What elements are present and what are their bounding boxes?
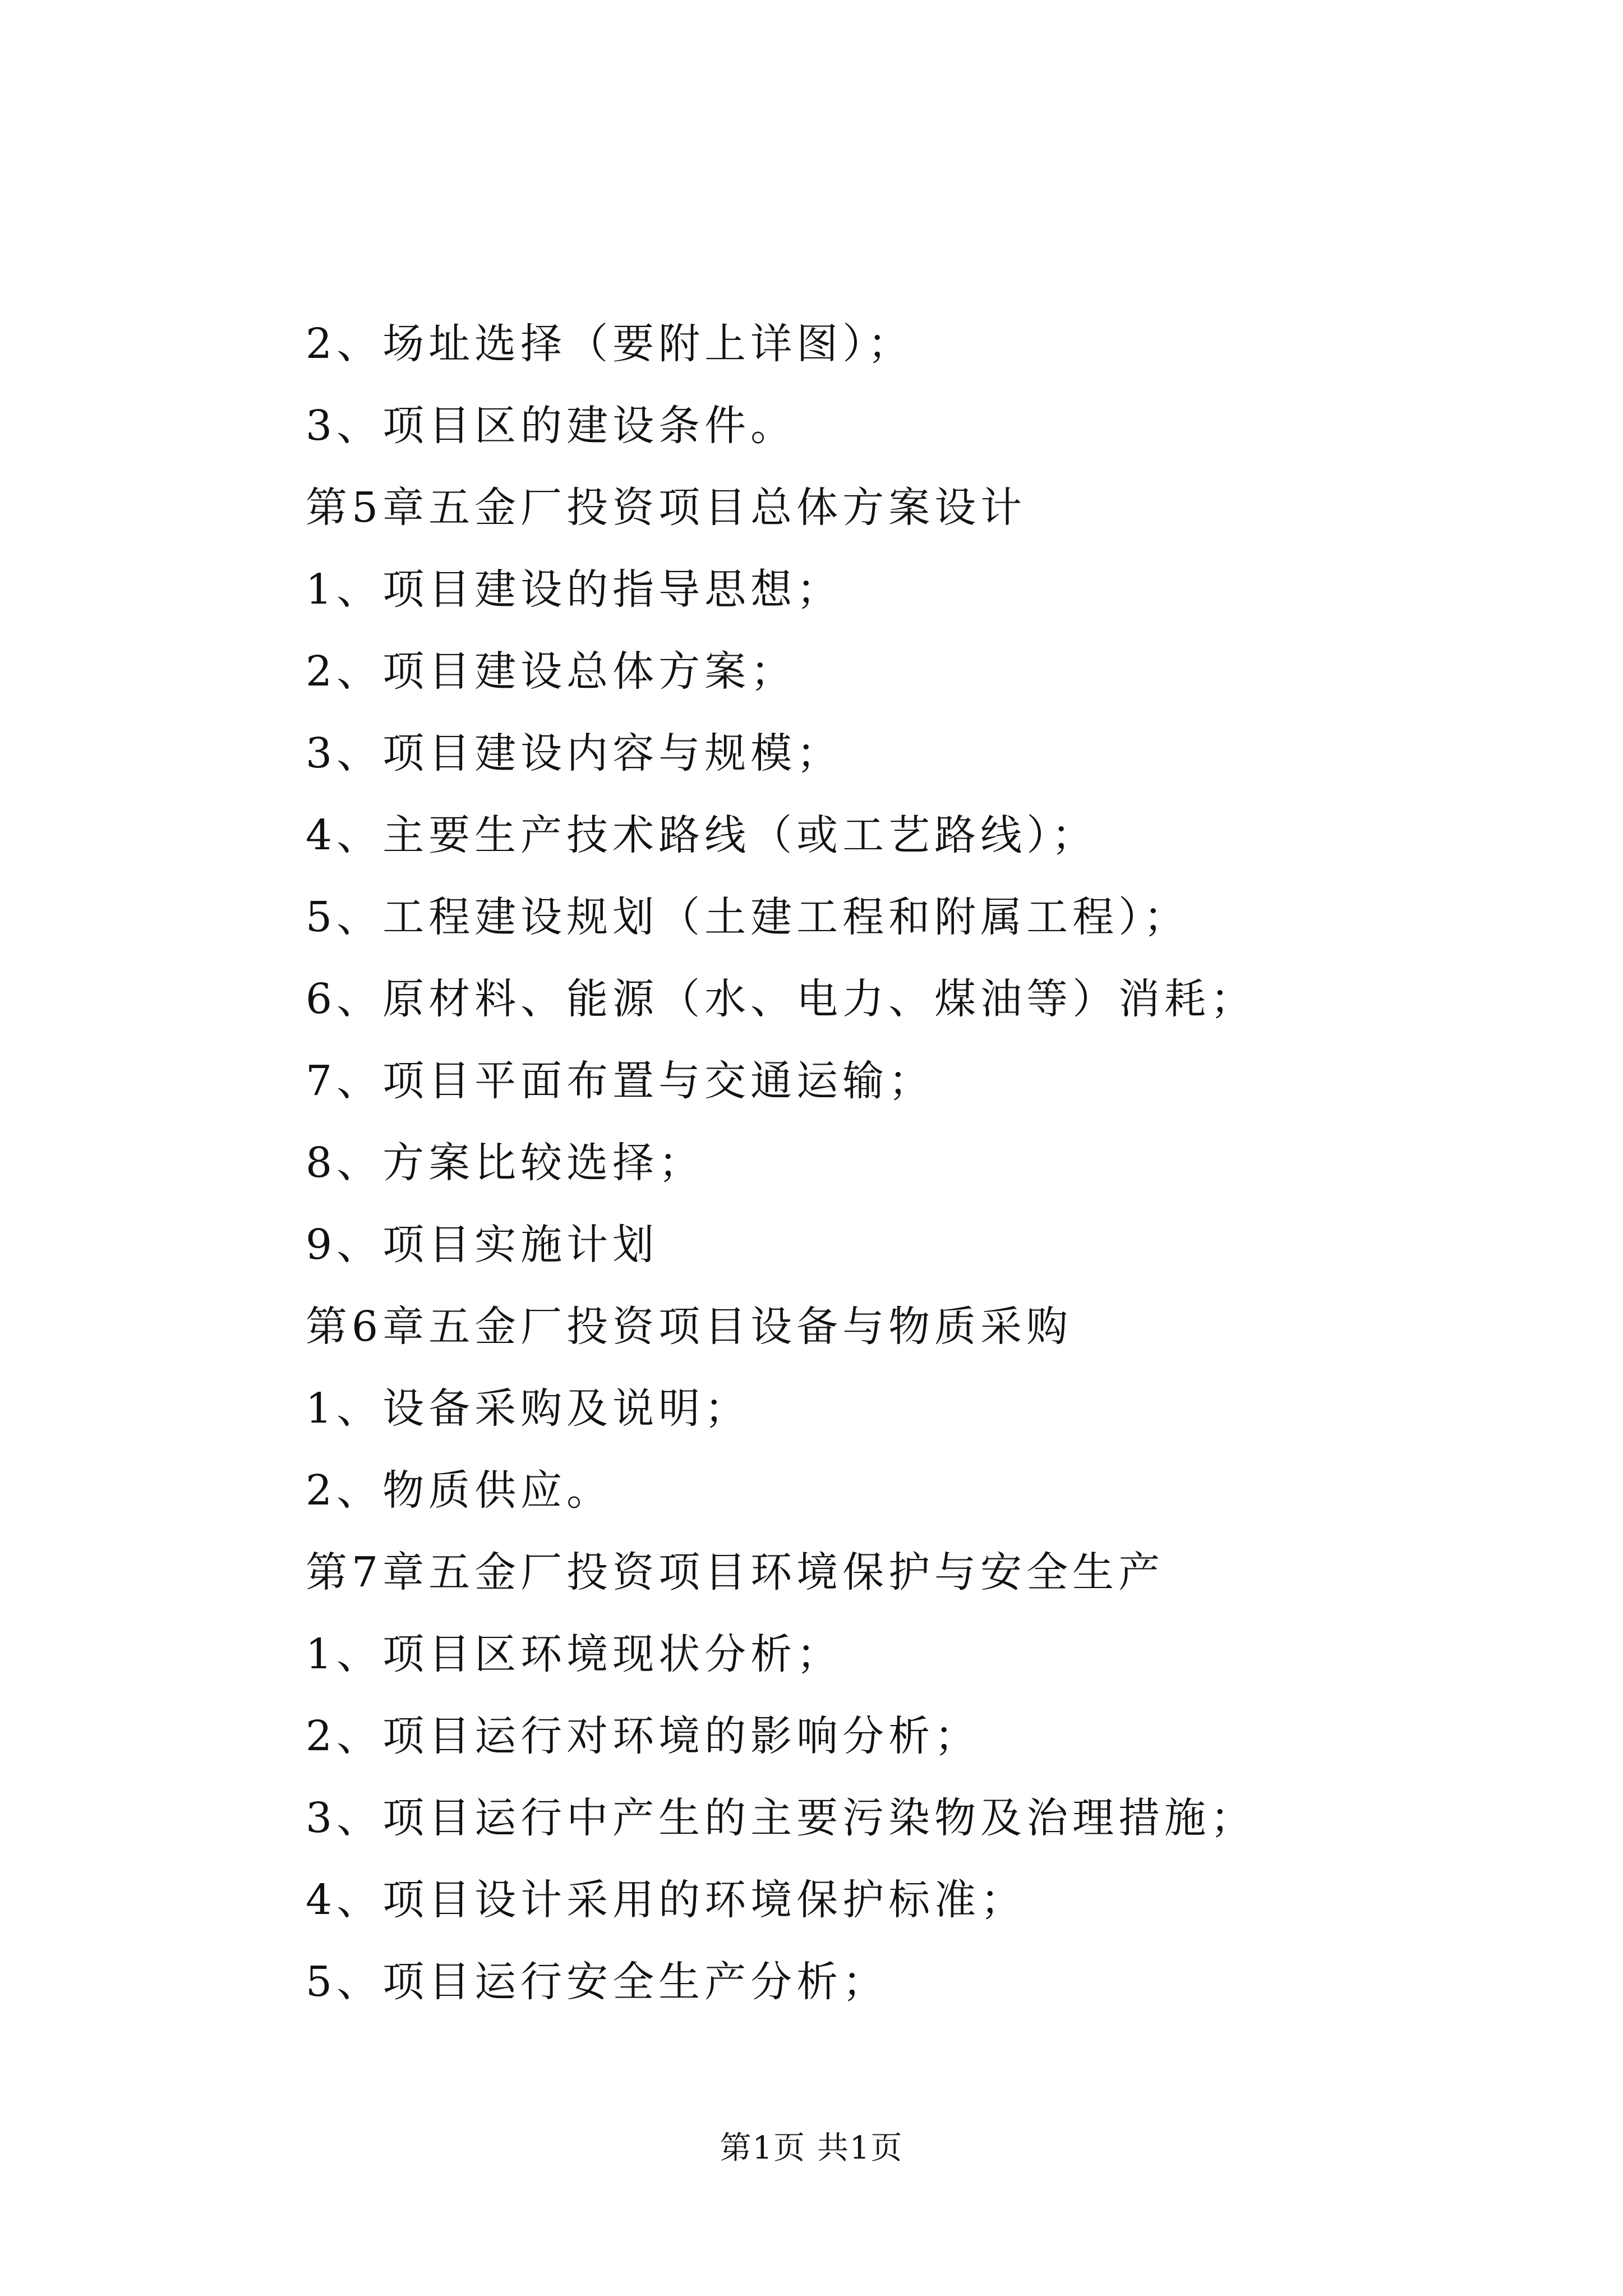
text-line: 3、项目建设内容与规模； — [306, 729, 843, 777]
text-line: 5、项目运行安全生产分析； — [306, 1958, 889, 2006]
text-line: 3、项目区的建设条件。 — [306, 402, 797, 450]
chapter-heading: 第6章五金厂投资项目设备与物质采购 — [306, 1303, 1073, 1351]
text-line: 1、设备采购及说明； — [306, 1384, 751, 1433]
text-line: 2、项目建设总体方案； — [306, 647, 797, 696]
text-line: 3、项目运行中产生的主要污染物及治理措施； — [306, 1794, 1257, 1842]
text-line: 8、方案比较选择； — [306, 1139, 705, 1187]
text-line: 4、项目设计采用的环境保护标准； — [306, 1876, 1027, 1924]
text-line: 1、项目建设的指导思想； — [306, 565, 843, 614]
text-line: 7、项目平面布置与交通运输； — [306, 1057, 935, 1105]
chapter-heading: 第5章五金厂投资项目总体方案设计 — [306, 484, 1027, 532]
page-footer: 第1页 共1页 — [720, 2130, 903, 2166]
text-line: 2、场址选择（要附上详图）； — [306, 320, 914, 368]
text-line: 1、项目区环境现状分析； — [306, 1630, 843, 1678]
text-line: 2、项目运行对环境的影响分析； — [306, 1712, 981, 1760]
text-line: 6、原材料、能源（水、电力、煤油等）消耗； — [306, 975, 1257, 1023]
text-line: 4、主要生产技术路线（或工艺路线）； — [306, 811, 1098, 859]
text-line: 9、项目实施计划 — [306, 1221, 659, 1269]
chapter-heading: 第7章五金厂投资项目环境保护与安全生产 — [306, 1548, 1165, 1596]
text-line: 5、工程建设规划（土建工程和附属工程）； — [306, 893, 1190, 941]
document-body — [306, 303, 1539, 2023]
text-line: 2、物质供应。 — [306, 1466, 613, 1515]
